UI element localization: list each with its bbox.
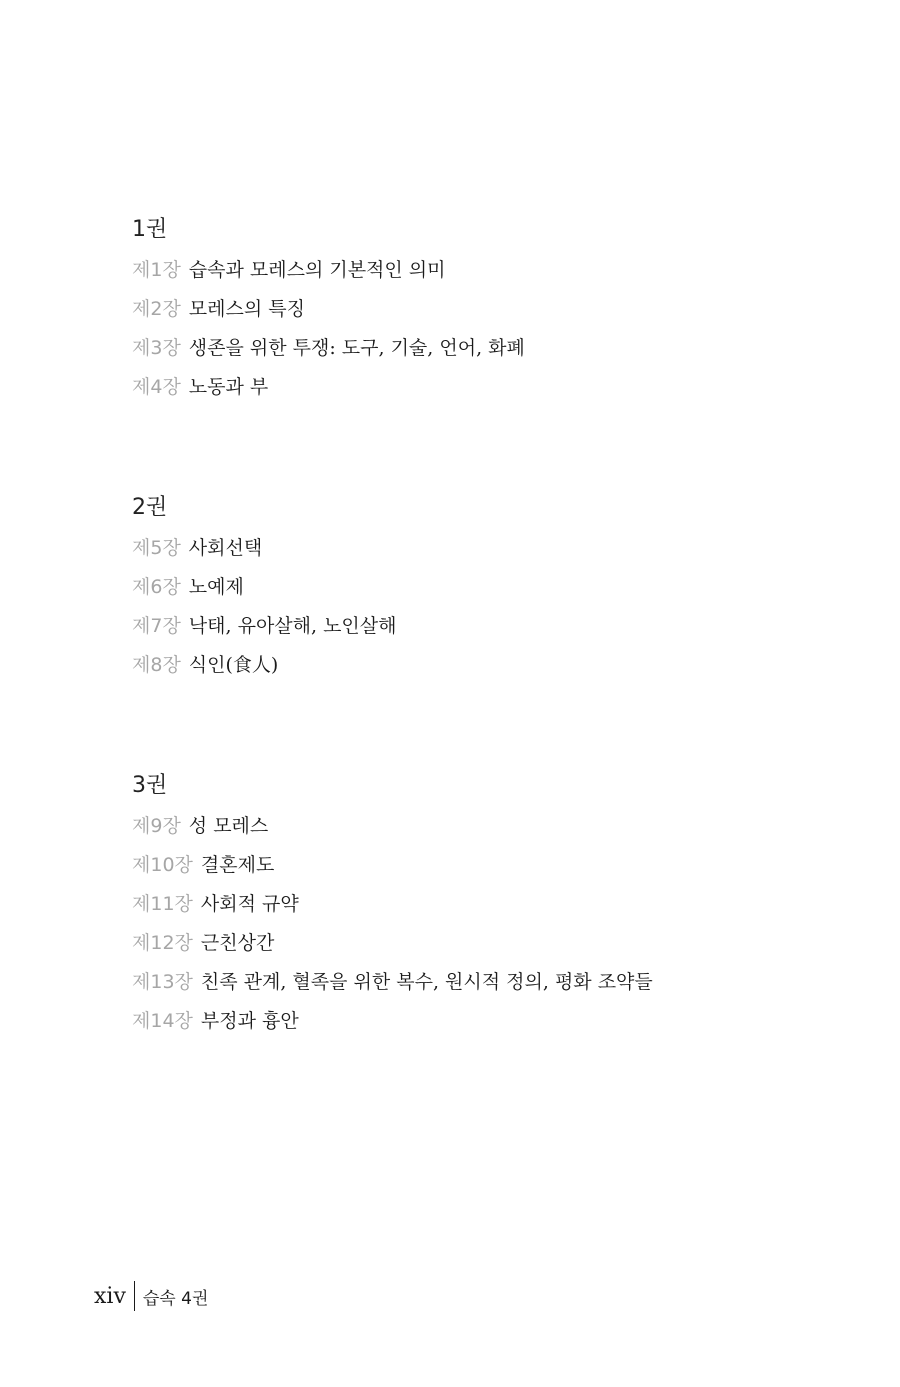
chapter-entry [132, 970, 832, 995]
chapter-title: 결혼제도 [200, 854, 275, 876]
page-number: xiv [94, 1283, 126, 1309]
chapter-number: 제3장 [132, 337, 181, 359]
chapter-number: 제10장 [132, 854, 193, 876]
volume-title: 1권 [132, 217, 168, 242]
chapter-title: 친족 관계, 혈족을 위한 복수, 원시적 정의, 평화 조약들 [200, 971, 653, 993]
chapter-list [132, 258, 832, 400]
chapter-entry [132, 614, 832, 639]
chapter-entry [132, 375, 832, 400]
chapter-entry [132, 892, 832, 917]
chapter-number: 제12장 [132, 932, 193, 954]
chapter-title: 습속과 모레스의 기본적인 의미 [188, 259, 446, 281]
chapter-number: 제4장 [132, 376, 181, 398]
chapter-list [132, 814, 832, 1034]
chapter-number: 제1장 [132, 259, 181, 281]
chapter-title: 생존을 위한 투쟁: 도구, 기술, 언어, 화폐 [188, 337, 525, 359]
chapter-entry [132, 931, 832, 956]
chapter-entry [132, 297, 832, 322]
chapter-list [132, 536, 832, 678]
volume-1-section [132, 216, 832, 414]
chapter-entry [132, 336, 832, 361]
chapter-number: 제8장 [132, 654, 181, 676]
chapter-title: 식인(食人) [188, 654, 279, 676]
chapter-title: 모레스의 특징 [188, 298, 305, 320]
chapter-entry [132, 814, 832, 839]
chapter-title: 낙태, 유아살해, 노인살해 [188, 615, 397, 637]
page-footer [94, 1280, 208, 1312]
chapter-number: 제14장 [132, 1010, 193, 1032]
chapter-entry [132, 853, 832, 878]
chapter-number: 제9장 [132, 815, 181, 837]
volume-2-section [132, 494, 832, 692]
chapter-number: 제5장 [132, 537, 181, 559]
volume-title: 2권 [132, 495, 168, 520]
chapter-entry [132, 1009, 832, 1034]
chapter-title: 노예제 [188, 576, 244, 598]
chapter-number: 제13장 [132, 971, 193, 993]
chapter-number: 제7장 [132, 615, 181, 637]
chapter-title: 사회적 규약 [200, 893, 299, 915]
chapter-entry [132, 536, 832, 561]
chapter-number: 제11장 [132, 893, 193, 915]
chapter-title: 근친상간 [200, 932, 275, 954]
running-head: 습속 4권 [142, 1288, 209, 1309]
chapter-number: 제2장 [132, 298, 181, 320]
volume-title: 3권 [132, 773, 168, 798]
chapter-title: 부정과 흉안 [200, 1010, 299, 1032]
chapter-entry [132, 258, 832, 283]
chapter-title: 노동과 부 [188, 376, 269, 398]
chapter-title: 사회선택 [188, 537, 263, 559]
chapter-number: 제6장 [132, 576, 181, 598]
volume-3-section [132, 772, 832, 1048]
chapter-entry [132, 653, 832, 678]
chapter-entry [132, 575, 832, 600]
footer-divider [134, 1281, 135, 1311]
chapter-title: 성 모레스 [188, 815, 269, 837]
